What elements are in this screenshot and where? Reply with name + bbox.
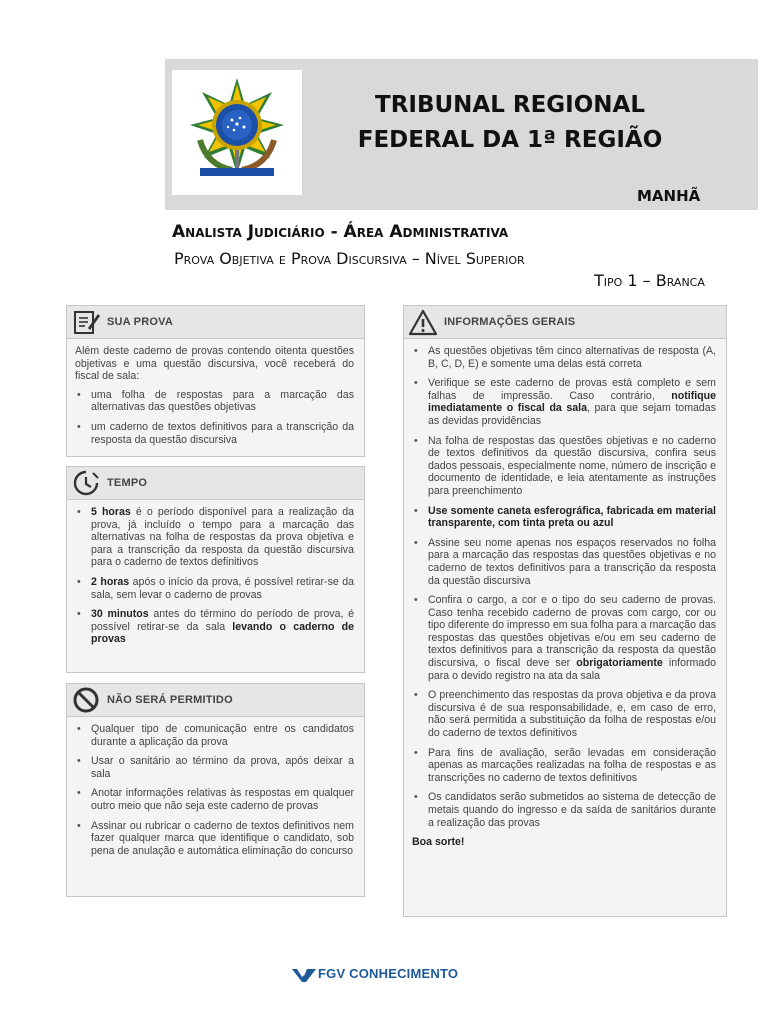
info-bold: obrigatoriamente <box>576 657 663 670</box>
list-item <box>75 576 354 601</box>
cargo-title: Analista Judiciário - Área Administrativa <box>172 222 509 242</box>
coat-of-arms <box>172 70 302 195</box>
tipo-label: Tipo 1 – Branca <box>594 271 705 290</box>
turno-label: MANHÃ <box>637 187 701 205</box>
info-text: Verifique se este caderno de provas está completo e sem falhas de impressão. Caso contrário, <box>428 377 716 402</box>
title-line-2: FEDERAL DA 1ª REGIÃO <box>357 127 663 153</box>
list-item <box>412 594 716 682</box>
prohibited-icon <box>71 686 101 714</box>
brazil-coat-of-arms-icon <box>172 70 302 195</box>
sua-prova-box <box>66 305 365 457</box>
list-item: • um caderno de textos definitivos para a transcrição da resposta da questão discursiva <box>75 421 354 446</box>
info-heading: INFORMAÇÕES GERAIS <box>444 316 576 328</box>
warning-icon <box>408 308 438 336</box>
fgv-logo-icon <box>292 967 316 983</box>
list-item: • Qualquer tipo de comunicação entre os candidatos durante a aplicação da prova <box>75 723 354 748</box>
list-item <box>75 608 354 646</box>
tempo-bold: 2 horas <box>91 575 130 588</box>
info-bold: Use somente caneta esferográfica, fabricada em material transparente, com tinta preta ou azul <box>428 504 716 530</box>
info-text: informado para o devido registro na ata da sala <box>428 657 716 682</box>
list-item: • uma folha de respostas para a marcação das alternativas das questões objetivas <box>75 389 354 414</box>
tempo-header <box>67 467 364 500</box>
list-item <box>75 506 354 569</box>
proibido-box <box>66 683 365 897</box>
informacoes-gerais-box <box>403 305 727 917</box>
tempo-bold: levando o caderno de provas <box>91 620 354 646</box>
proibido-heading: NÃO SERÁ PERMITIDO <box>107 694 233 706</box>
title-line-1: TRIBUNAL REGIONAL <box>375 92 645 118</box>
list-item: • Assine seu nome apenas nos espaços reservados no folha para a marcação das respostas das questões objetivas e no caderno de textos definitivos para a transcrição da resposta da questão discursiva <box>412 537 716 587</box>
prova-subtitle: Prova Objetiva e Prova Discursiva – Nível Superior <box>174 249 525 268</box>
list-item: • Na folha de respostas das questões objetivas e no caderno de textos definitivos da questão discursiva, confira seus dados pessoais, especialmente nome, número de inscrição e documento de identidade, e leia atentamente as instruções para preenchimento <box>412 435 716 498</box>
info-bold: notifique imediatamente o fiscal da sala <box>428 389 716 415</box>
info-header <box>404 306 726 339</box>
footer-text: FGV CONHECIMENTO <box>318 966 459 981</box>
page-title <box>330 88 690 158</box>
list-item <box>412 377 716 427</box>
list-item: • O preenchimento das respostas da prova objetiva e da prova discursiva é de sua responsabilidade, e, em caso de erro, não será permitida a substituição da folha de respostas e/ou do caderno de textos definitivos <box>412 689 716 739</box>
tempo-text: antes do término do período de prova, é possível retirar-se da sala <box>91 608 354 633</box>
list-item: • Os candidatos serão submetidos ao sistema de detecção de metais quando do ingresso e da saída de sanitários durante a realização das provas <box>412 791 716 829</box>
tempo-bold: 30 minutos <box>91 608 149 621</box>
list-item: • Anotar informações relativas às respostas em qualquer outro meio que não seja este caderno de provas <box>75 787 354 812</box>
sua-prova-heading: SUA PROVA <box>107 316 173 328</box>
proibido-header <box>67 684 364 717</box>
list-item: • Para fins de avaliação, serão levadas em consideração apenas as marcações realizadas na folha de respostas e as transcrições no caderno de textos definitivos <box>412 747 716 785</box>
info-text: , para que sejam tomadas as devidas providências <box>428 402 716 427</box>
tempo-heading: TEMPO <box>107 477 148 489</box>
list-item: • Assinar ou rubricar o caderno de textos definitivos nem fazer qualquer marca que identifique o candidato, sob pena de anulação e automática eliminação do concurso <box>75 820 354 858</box>
tempo-bold: 5 horas <box>91 506 131 518</box>
list-item: • As questões objetivas têm cinco alternativas de resposta (A, B, C, D, E) e somente uma delas está correta <box>412 345 716 370</box>
tempo-box <box>66 466 365 673</box>
edit-document-icon <box>71 308 101 336</box>
sua-prova-intro: Além deste caderno de provas contendo oitenta questões objetivas e uma questão discursiva, você receberá do fiscal de sala: <box>75 345 354 383</box>
list-item: • Usar o sanitário ao término da prova, após deixar a sala <box>75 755 354 780</box>
info-text: Confira o cargo, a cor e o tipo do seu caderno de provas. Caso tenha recebido caderno de provas com cargo, cor ou tipo diferente do impresso em sua folha para a marcação das respostas das questões objetivas e/ou em seu caderno de textos definitivos para a transcrição da resposta da questão discursiva, o fiscal deve ser <box>428 594 716 670</box>
list-item <box>412 505 716 530</box>
clock-icon <box>71 469 101 497</box>
tempo-text: é o período disponível para a realização da prova, já incluído o tempo para a marcação das alternativas na folha de respostas da prova objetiva e para a transcrição da resposta da questão discursiva para o caderno de textos definitivos <box>91 506 354 569</box>
tempo-text: após o início da prova, é possível retirar-se da sala, sem levar o caderno de provas <box>91 575 355 601</box>
sua-prova-header <box>67 306 364 339</box>
boa-sorte-text: Boa sorte! <box>412 836 465 849</box>
